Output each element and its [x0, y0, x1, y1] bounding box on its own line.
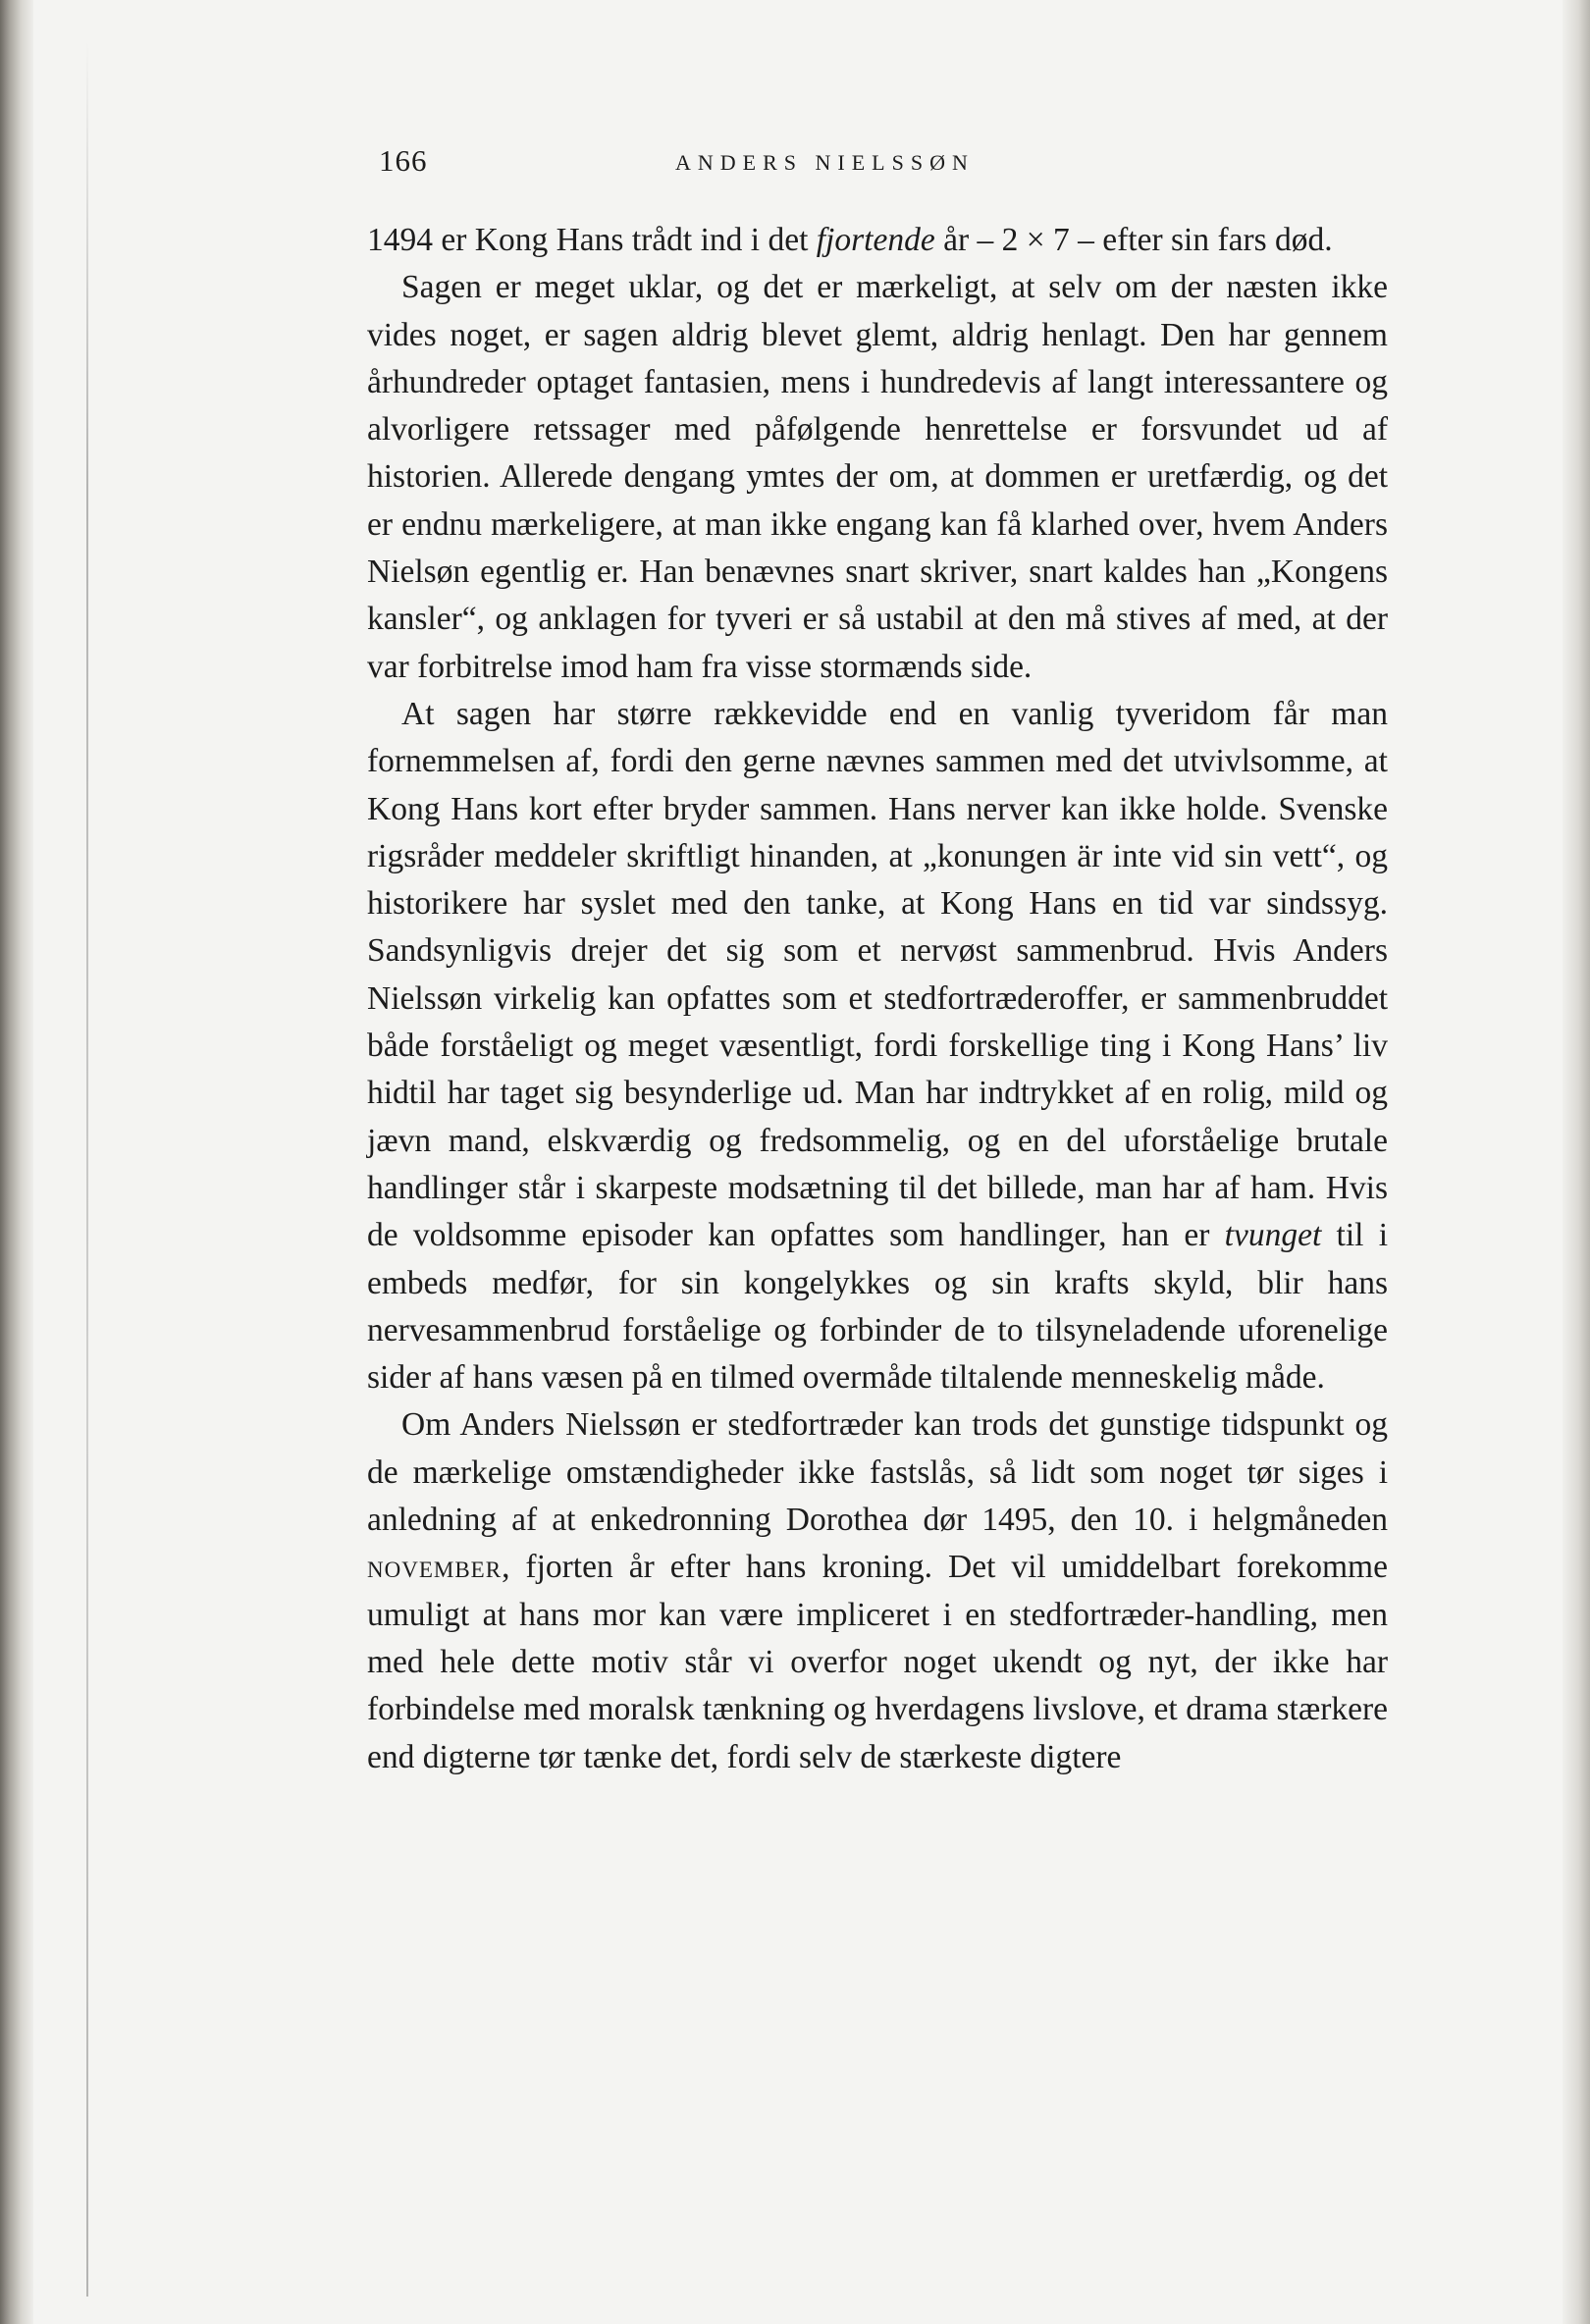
paragraph-1-text-a: 1494 er Kong Hans trådt ind i det — [367, 222, 817, 258]
running-head: ANDERS NIELSSØN — [675, 150, 975, 175]
paragraph-4-text-b: , fjorten år efter hans kroning. Det vil umiddelbart forekomme umuligt at hans mor kan være impliceret i en stedfortræder-handling, men med hele dette motiv står vi overfor noget ukendt og nyt, der ikke har forbindelse med moralsk tænkning og hverdagens livslove, et drama stærkere end digterne tør tænke det, fordi selv de stærkeste digtere — [367, 1549, 1388, 1775]
page-header — [379, 143, 1365, 192]
page-number: 166 — [379, 143, 428, 178]
paragraph-3 — [367, 691, 1388, 1401]
body-text — [367, 217, 1388, 1781]
paragraph-1-text-b: år – 2 × 7 – efter sin fars død. — [934, 222, 1333, 258]
paragraph-4-text-a: Om Anders Nielssøn er stedfortræder kan trods det gunstige tidspunkt og de mærkelige omstændigheder ikke fastslås, så lidt som noget tør siges i anledning af at enkedronning Dorothea dør 1495, den 10. i helgmåneden — [367, 1406, 1388, 1539]
paragraph-3-italic: tvunget — [1224, 1217, 1322, 1254]
paragraph-2: Sagen er meget uklar, og det er mærkeligt, at selv om der næsten ikke vides noget, er sagen aldrig blevet glemt, aldrig henlagt. Den har gennem århundreder optaget fantasien, mens i hundredevis af langt interessantere og alvorligere retssager med påfølgende henrettelse er forsvundet ud af historien. Allerede dengang ymtes der om, at dommen er uretfærdig, og det er endnu mærkeligere, at man ikke engang kan få klarhed over, hvem Anders Nielsøn egentlig er. Han benævnes snart skriver, snart kaldes han „Kongens kansler“, og anklagen for tyveri er så ustabil at den må stives af med, at der var forbitrelse imod ham fra visse stormænds side. — [367, 269, 1388, 685]
paragraph-1 — [367, 217, 1388, 264]
paragraph-1-italic: fjortende — [816, 222, 935, 258]
paragraph-4 — [367, 1401, 1388, 1780]
paragraph-3-text-b: til i embeds medfør, for sin kongelykkes og sin krafts skyld, blir hans nervesammenbrud forståelige og forbinder de to tilsyneladende uforenelige sider af hans væsen på en tilmed overmåde tiltalende menneskelig måde. — [367, 1217, 1388, 1397]
paragraph-4-smallcaps: november — [367, 1549, 503, 1586]
paragraph-3-text-a: At sagen har større rækkevidde end en vanlig tyveridom får man fornemmelsen af, fordi den gerne nævnes sammen med det utvivlsomme, at Kong Hans kort efter bryder sammen. Hans nerver kan ikke holde. Svenske rigsråder meddeler skriftligt hinanden, at „konungen är inte vid sin vett“, og historikere har syslet med den tanke, at Kong Hans en tid var sindssyg. Sandsynligvis drejer det sig som et nervøst sammenbrud. Hvis Anders Nielssøn virkelig kan opfattes som et stedfortræderoffer, er sammenbruddet både forståeligt og meget væsentligt, fordi forskellige ting i Kong Hans’ liv hidtil har taget sig besynderlige ud. Man har indtrykket af en rolig, mild og jævn mand, elskværdig og fredsommelig, og en del uforståelige brutale handlinger står i skarpeste modsætning til det billede, man har af ham. Hvis de voldsomme episoder kan opfattes som handlinger, han er — [367, 695, 1388, 1254]
page-edge-shadow — [1563, 0, 1590, 2324]
book-gutter-shadow — [0, 0, 33, 2324]
page-edge-line — [86, 39, 88, 2297]
